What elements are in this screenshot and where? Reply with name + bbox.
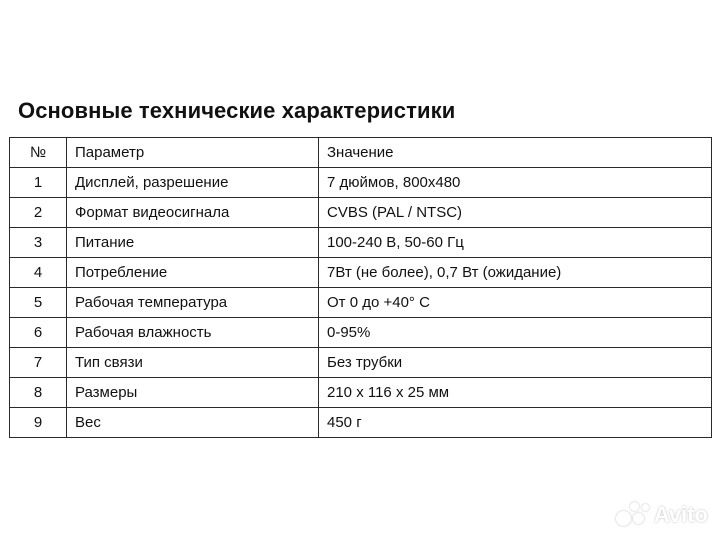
table-row — [10, 228, 712, 258]
avito-logo-icon — [616, 502, 650, 528]
table-row — [10, 348, 712, 378]
parameter-cell: Потребление — [67, 258, 319, 288]
table-row — [10, 288, 712, 318]
watermark-text: Avito — [653, 502, 708, 527]
value-cell: От 0 до +40° С — [319, 288, 712, 318]
table-header-row — [10, 138, 712, 168]
page-title: Основные технические характеристики — [18, 98, 456, 123]
column-header-parameter: Параметр — [67, 138, 319, 168]
table-row — [10, 408, 712, 438]
row-number: 6 — [10, 318, 67, 348]
table-row — [10, 378, 712, 408]
value-cell: 7Вт (не более), 0,7 Вт (ожидание) — [319, 258, 712, 288]
value-cell: Без трубки — [319, 348, 712, 378]
value-cell: 0-95% — [319, 318, 712, 348]
row-number: 3 — [10, 228, 67, 258]
column-header-number: № — [10, 138, 67, 168]
row-number: 1 — [10, 168, 67, 198]
table-row — [10, 258, 712, 288]
parameter-cell: Тип связи — [67, 348, 319, 378]
table-row — [10, 168, 712, 198]
row-number: 7 — [10, 348, 67, 378]
row-number: 8 — [10, 378, 67, 408]
parameter-cell: Питание — [67, 228, 319, 258]
parameter-cell: Рабочая температура — [67, 288, 319, 318]
value-cell: CVBS (PAL / NTSC) — [319, 198, 712, 228]
parameter-cell: Формат видеосигнала — [67, 198, 319, 228]
table-row — [10, 198, 712, 228]
value-cell: 210 х 116 х 25 мм — [319, 378, 712, 408]
row-number: 2 — [10, 198, 67, 228]
parameter-cell: Рабочая влажность — [67, 318, 319, 348]
parameter-cell: Размеры — [67, 378, 319, 408]
parameter-cell: Вес — [67, 408, 319, 438]
parameter-cell: Дисплей, разрешение — [67, 168, 319, 198]
value-cell: 7 дюймов, 800x480 — [319, 168, 712, 198]
column-header-value: Значение — [319, 138, 712, 168]
avito-watermark — [616, 502, 708, 528]
table-row — [10, 318, 712, 348]
specs-table — [9, 137, 712, 438]
row-number: 4 — [10, 258, 67, 288]
row-number: 9 — [10, 408, 67, 438]
value-cell: 450 г — [319, 408, 712, 438]
value-cell: 100-240 В, 50-60 Гц — [319, 228, 712, 258]
row-number: 5 — [10, 288, 67, 318]
